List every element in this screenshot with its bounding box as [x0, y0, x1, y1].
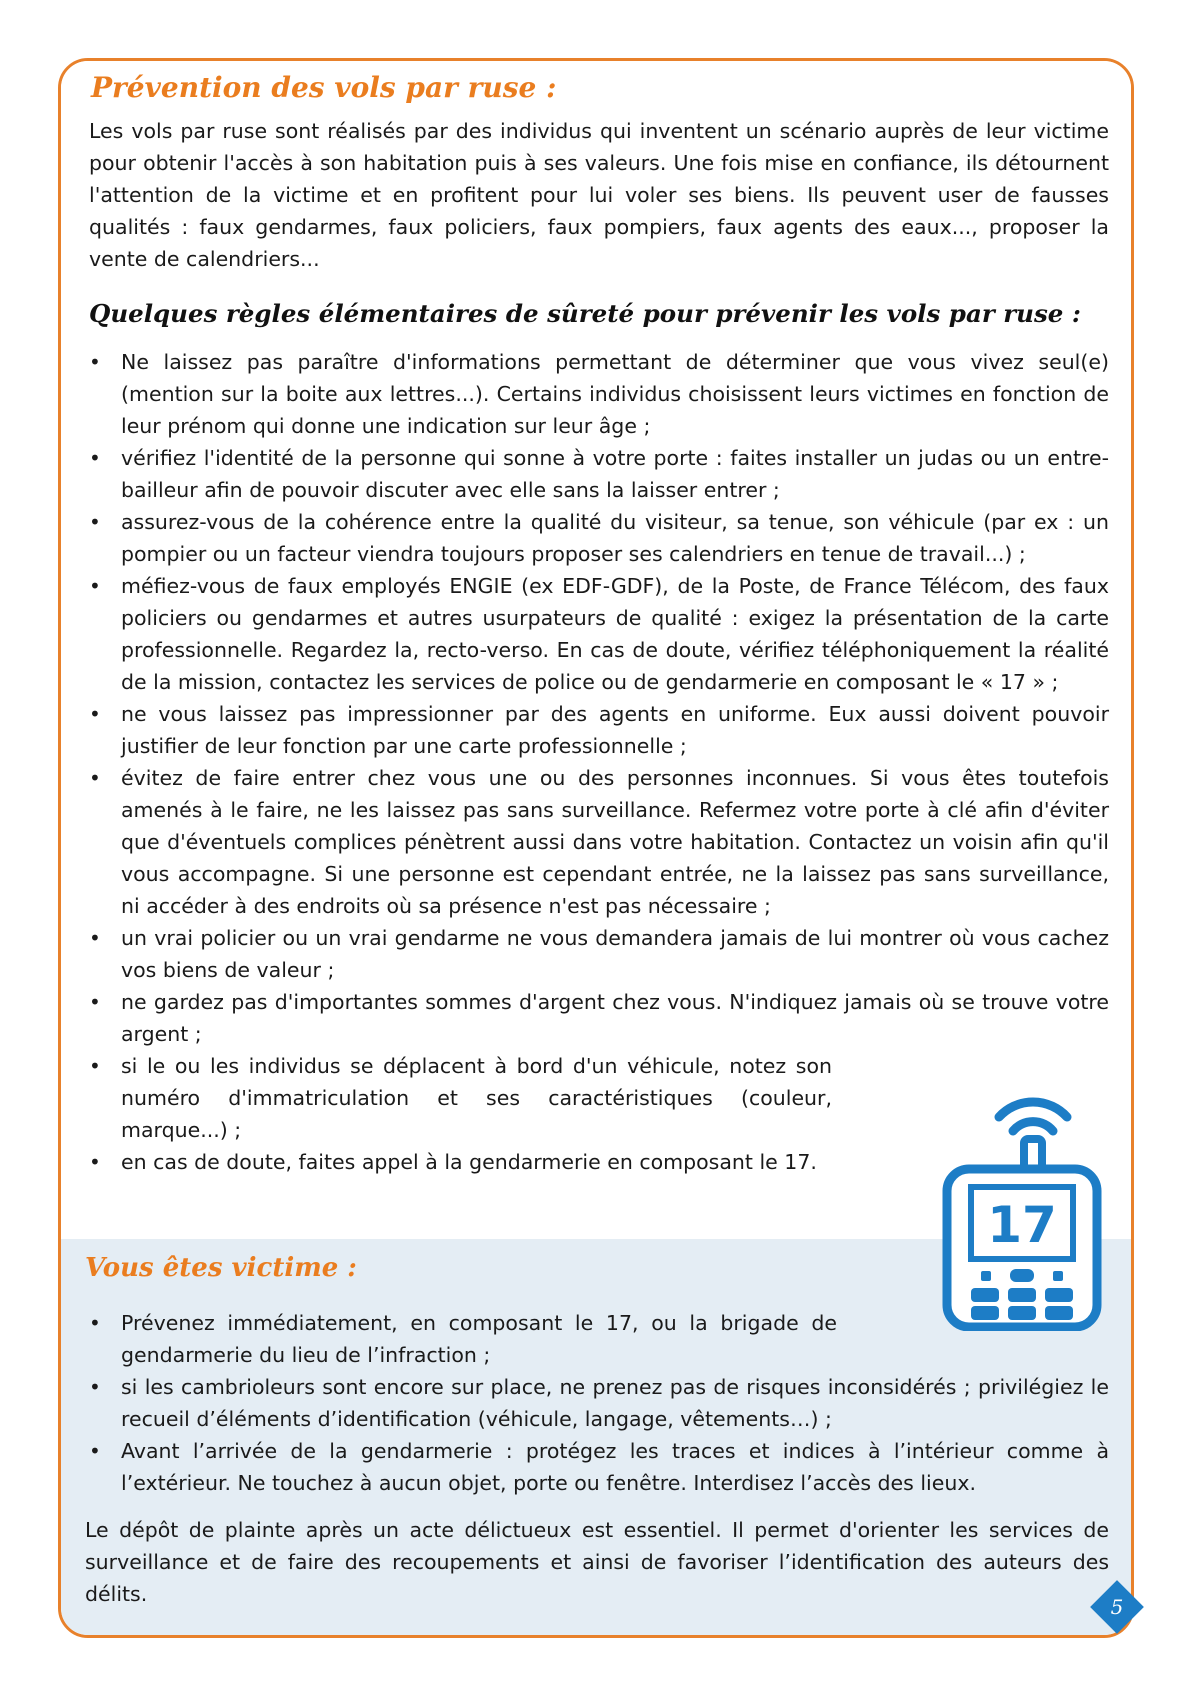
list-item: • Prévenez immédiatement, en composant le 17, ou la brigade de gendarmerie du lieu de l’infraction ; [61, 1307, 1134, 1371]
bullet-icon: • [89, 350, 101, 374]
intro-paragraph: Les vols par ruse sont réalisés par des individus qui inventent un scénario auprès de leur victime pour obtenir l'accès à son habitation puis à ses valeurs. Une fois mise en confiance, ils détournent l'attention de la victime et en profitent pour lui voler ses biens. Ils peuvent user de fausses qualités : faux gendarmes, faux policiers, faux pompiers, faux agents des eaux..., proposer la vente de calendriers... [89, 119, 1109, 271]
list-item: • un vrai policier ou un vrai gendarme ne vous demandera jamais de lui montrer où vous cachez vos biens de valeur ; [61, 922, 1134, 986]
bullet-icon: • [89, 574, 101, 598]
victim-heading: Vous êtes victime : [85, 1253, 357, 1283]
bullet-icon: • [89, 990, 101, 1014]
list-item: • si les cambrioleurs sont encore sur place, ne prenez pas de risques inconsidérés ; privilégiez le recueil d’éléments d’identification (véhicule, langage, vêtements…) ; [61, 1371, 1134, 1435]
page-number: 5 [1110, 1595, 1124, 1619]
bullet-icon: • [89, 446, 101, 470]
bullet-icon: • [89, 926, 101, 950]
bullet-icon: • [89, 510, 101, 534]
closing-paragraph: Le dépôt de plainte après un acte délictueux est essentiel. Il permet d'orienter les services de surveillance et de faire des recoupements et ainsi de favoriser l’identification des auteurs des délits. [85, 1518, 1109, 1606]
content-frame [58, 58, 1134, 1638]
rules-list [61, 346, 1134, 1178]
list-item: • en cas de doute, faites appel à la gendarmerie en composant le 17. [61, 1146, 1134, 1178]
bullet-icon: • [89, 1311, 101, 1335]
bullet-icon: • [89, 702, 101, 726]
list-item: • ne gardez pas d'importantes sommes d'argent chez vous. N'indiquez jamais où se trouve votre argent ; [61, 986, 1134, 1050]
bullet-icon: • [89, 1150, 101, 1174]
mobile-phone-icon [941, 1073, 1111, 1331]
bullet-icon: • [89, 1375, 101, 1399]
list-item: • évitez de faire entrer chez vous une ou des personnes inconnues. Si vous êtes toutefois amenés à le faire, ne les laissez pas sans surveillance. Refermez votre porte à clé afin d'éviter que d'éventuels complices pénètrent aussi dans votre habitation. Contactez un voisin afin qu'il vous accompagne. Si une personne est cependant entrée, ne la laissez pas sans surveillance, ni accéder à des endroits où sa présence n'est pas nécessaire ; [61, 762, 1134, 922]
list-item: • assurez-vous de la cohérence entre la qualité du visiteur, sa tenue, son véhicule (par ex : un pompier ou un facteur viendra toujours proposer ses calendriers en tenue de travail...) ; [61, 506, 1134, 570]
prevention-heading: Prévention des vols par ruse : [91, 71, 557, 104]
list-item: • méfiez-vous de faux employés ENGIE (ex EDF-GDF), de la Poste, de France Télécom, des faux policiers ou gendarmes et autres usurpateurs de qualité : exigez la présentation de la carte professionnelle. Regardez la, recto-verso. En cas de doute, vérifiez téléphoniquement la réalité de la mission, contactez les services de police ou de gendarmerie en composant le « 17 » ; [61, 570, 1134, 698]
bullet-icon: • [89, 766, 101, 790]
list-item: • ne vous laissez pas impressionner par des agents en uniforme. Eux aussi doivent pouvoir justifier de leur fonction par une carte professionnelle ; [61, 698, 1134, 762]
bullet-icon: • [89, 1439, 101, 1463]
bullet-icon: • [89, 1054, 101, 1078]
victim-list [61, 1307, 1134, 1499]
list-item: • Ne laissez pas paraître d'informations permettant de déterminer que vous vivez seul(e) (mention sur la boite aux lettres...). Certains individus choisissent leurs victimes en fonction de leur prénom qui donne une indication sur leur âge ; [61, 346, 1134, 442]
list-item: • vérifiez l'identité de la personne qui sonne à votre porte : faites installer un judas ou un entre-bailleur afin de pouvoir discuter avec elle sans la laisser entrer ; [61, 442, 1134, 506]
list-item: • si le ou les individus se déplacent à bord d'un véhicule, notez son numéro d'immatriculation et ses caractéristiques (couleur, marque...) ; [61, 1050, 1134, 1146]
rules-heading: Quelques règles élémentaires de sûreté pour prévenir les vols par ruse : [89, 299, 1081, 328]
list-item: • Avant l’arrivée de la gendarmerie : protégez les traces et indices à l’intérieur comme à l’extérieur. Ne touchez à aucun objet, porte ou fenêtre. Interdisez l’accès des lieux. [61, 1435, 1134, 1499]
phone-screen-number: 17 [987, 1196, 1057, 1254]
